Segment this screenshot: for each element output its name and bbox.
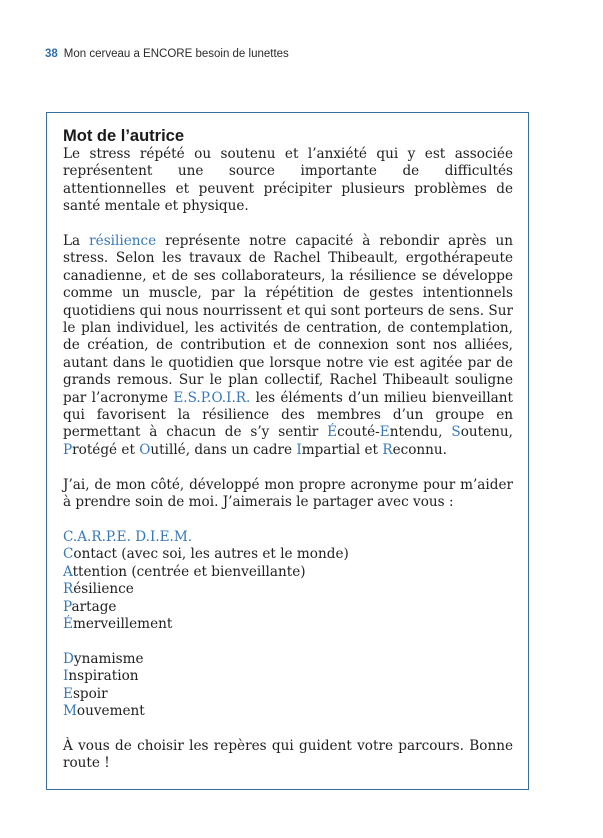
text-span: couté- — [337, 424, 380, 441]
spacer — [63, 459, 513, 476]
list-initial: P — [63, 598, 72, 615]
list-initial: C — [63, 546, 74, 563]
list-initial: R — [63, 581, 74, 598]
list-initial: É — [63, 615, 73, 632]
initial-o: O — [139, 441, 151, 458]
term-resilience: résilience — [89, 233, 157, 250]
book-title: Mon cerveau a ENCORE besoin de lunettes — [63, 48, 289, 60]
list-initial: A — [63, 563, 73, 580]
list-rest: ontact (avec soi, les autres et le monde) — [73, 546, 349, 563]
list-initial: I — [63, 668, 69, 685]
initial-p: P — [63, 441, 73, 458]
text-span: outenu, — [460, 424, 513, 441]
text-span: représente notre capacité à rebondir après un stress. Selon les travaux de Rachel Thibeault, ergothérapeute canadienne, et de ses collaborateurs, la résilience se développe comme un muscle, par la répétition de gestes intentionnels quotidiens qui nous nourrissent et qui sont porteurs de sens. Sur le plan individuel, les activités de centration, de contemplation, de création, de contribution et de connexion sont nos alliées, autant dans le quotidien que lorsque notre vie est agitée par de grands remous. Sur le plan collectif, Rachel Thibeault souligne par l’acronyme — [63, 233, 513, 406]
list-initial: D — [63, 650, 74, 667]
initial-s: S — [451, 424, 461, 441]
acronym-espoir: E.S.P.O.I.R. — [173, 389, 251, 406]
list-rest: nspiration — [68, 668, 139, 685]
box-title: Mot de l’autrice — [63, 127, 185, 145]
list-item — [63, 668, 513, 685]
list-rest: ésilience — [73, 581, 134, 598]
page-number: 38 — [45, 48, 58, 60]
spacer — [63, 512, 513, 529]
diem-list — [63, 651, 513, 721]
text-span: econnu. — [392, 441, 447, 458]
text-span: La — [63, 233, 90, 250]
initial-e: E — [379, 424, 390, 441]
paragraph-own-acronym: J’ai, de mon côté, développé mon propre acronyme pour m’aider à prendre soin de moi. J’aimerais le partager avec vous : — [63, 476, 513, 511]
initial-i: I — [296, 441, 302, 458]
initial-e-accent: É — [327, 424, 338, 441]
list-initial: E — [63, 685, 73, 702]
list-item — [63, 599, 513, 616]
list-item — [63, 546, 513, 563]
spacer — [63, 720, 513, 737]
list-item — [63, 686, 513, 703]
text-span: mpartial et — [301, 441, 383, 458]
text-span: rotégé et — [72, 441, 140, 458]
paragraph-closing: À vous de choisir les repères qui guident votre parcours. Bonne route ! — [63, 737, 513, 772]
text-span: ntendu, — [389, 424, 452, 441]
spacer — [63, 633, 513, 650]
list-item — [63, 564, 513, 581]
spacer — [63, 216, 513, 233]
list-rest: spoir — [72, 685, 108, 702]
list-item — [63, 703, 513, 720]
author-note-content — [63, 127, 513, 773]
text-span: utillé, dans un cadre — [150, 441, 297, 458]
paragraph-stress: Le stress répété ou soutenu et l’anxiété qui y est associée représentent une source importante de difficultés attentionnelles et peuvent précipiter plusieurs problèmes de santé mentale et physique. — [63, 146, 513, 215]
list-rest: ouvement — [76, 702, 145, 719]
acronym-carpe-diem-heading: C.A.R.P.E. D.I.E.M. — [63, 528, 193, 545]
list-item — [63, 651, 513, 668]
list-initial: M — [63, 702, 77, 719]
carpe-list — [63, 546, 513, 633]
list-item — [63, 581, 513, 598]
running-head — [45, 48, 289, 60]
list-rest: ttention (centrée et bienveillante) — [72, 563, 306, 580]
list-rest: artage — [71, 598, 117, 615]
initial-r: R — [382, 441, 393, 458]
text-span: les éléments d’un milieu bienveillant qui favorisent la résilience des membres d’un groupe en permettant à chacun de s’y sentir — [63, 389, 513, 441]
list-rest: ynamisme — [73, 650, 144, 667]
paragraph-resilience — [63, 233, 513, 459]
list-item — [63, 616, 513, 633]
list-rest: merveillement — [72, 615, 173, 632]
